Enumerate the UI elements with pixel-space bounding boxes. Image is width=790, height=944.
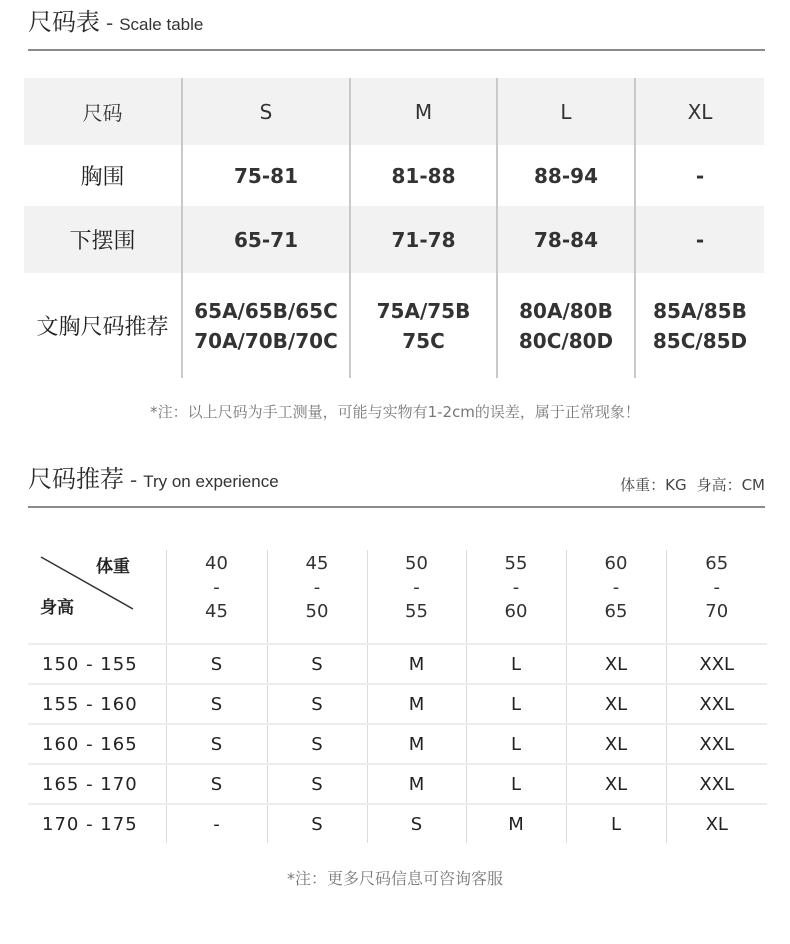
size-cell: S xyxy=(267,724,367,764)
weight-sep: - xyxy=(713,577,720,598)
size-cell: S xyxy=(267,684,367,724)
scale-cell: 78-84 xyxy=(497,206,635,273)
recommend-title-zh: 尺码推荐 xyxy=(28,465,124,493)
weight-range-cell xyxy=(267,550,367,644)
recommend-note: *注：更多尺码信息可咨询客服 xyxy=(286,869,503,888)
table-row xyxy=(28,724,767,764)
weight-from: 45 xyxy=(305,553,329,574)
size-cell: XL xyxy=(566,684,666,724)
size-cell: S xyxy=(166,764,267,804)
scale-header-row xyxy=(24,78,764,145)
scale-cell: 71-78 xyxy=(350,206,497,273)
scale-header-cell: S xyxy=(182,78,350,145)
scale-cell xyxy=(635,273,764,378)
scale-cell xyxy=(182,273,350,378)
weight-from: 50 xyxy=(405,553,428,574)
size-cell: XXL xyxy=(666,724,767,764)
scale-table xyxy=(24,78,764,378)
size-cell: M xyxy=(367,644,466,684)
weight-sep: - xyxy=(612,577,620,598)
size-cell: S xyxy=(267,644,367,684)
scale-cell: - xyxy=(635,145,764,206)
weight-sep: - xyxy=(512,577,520,598)
weight-sep: - xyxy=(413,577,420,598)
scale-title-divider xyxy=(28,49,765,51)
size-cell: XL xyxy=(566,764,666,804)
height-range-label: 155 - 160 xyxy=(28,684,166,724)
size-cell: S xyxy=(367,804,466,843)
weight-to: 65 xyxy=(604,601,628,622)
weight-to: 70 xyxy=(705,601,729,622)
size-cell: M xyxy=(367,724,466,764)
corner-cell xyxy=(28,550,166,644)
size-cell: XXL xyxy=(666,764,767,804)
size-cell: M xyxy=(367,764,466,804)
size-cell: S xyxy=(166,684,267,724)
size-cell: L xyxy=(466,644,566,684)
unit-height: 身高：CM xyxy=(696,476,765,494)
size-cell: XL xyxy=(566,644,666,684)
table-row xyxy=(28,644,767,684)
scale-cell: 75-81 xyxy=(182,145,350,206)
scale-cell-line: 75A/75B xyxy=(376,298,471,323)
recommend-title-en: Try on experience xyxy=(143,472,279,491)
scale-row-chest xyxy=(24,145,764,206)
scale-cell: 88-94 xyxy=(497,145,635,206)
size-cell: XL xyxy=(566,724,666,764)
size-cell: S xyxy=(166,724,267,764)
size-cell: L xyxy=(466,764,566,804)
scale-cell-line: 75C xyxy=(402,328,445,353)
size-cell: XXL xyxy=(666,684,767,724)
scale-cell-line: 80C/80D xyxy=(518,328,614,353)
scale-header-cell: 尺码 xyxy=(24,78,182,145)
weight-to: 50 xyxy=(305,601,329,622)
scale-header-cell: XL xyxy=(635,78,764,145)
weight-to: 55 xyxy=(405,601,428,622)
unit-legend xyxy=(610,474,765,495)
scale-cell-line: 70A/70B/70C xyxy=(194,328,338,353)
scale-cell-line: 65A/65B/65C xyxy=(194,298,338,323)
size-cell: L xyxy=(566,804,666,843)
scale-title-zh: 尺码表 xyxy=(28,8,100,36)
scale-note: *注：以上尺码为手工测量，可能与实物有1-2cm的误差，属于正常现象！ xyxy=(150,403,640,421)
scale-cell xyxy=(350,273,497,378)
weight-to: 45 xyxy=(205,601,228,622)
height-range-label: 165 - 170 xyxy=(28,764,166,804)
scale-row-bra xyxy=(24,273,764,378)
height-range-label: 150 - 155 xyxy=(28,644,166,684)
weight-header-row xyxy=(28,550,767,644)
recommend-title: 尺码推荐 - Try on experience xyxy=(28,465,279,493)
size-cell: XXL xyxy=(666,644,767,684)
weight-sep: - xyxy=(313,577,321,598)
weight-range-cell xyxy=(666,550,767,644)
scale-cell-line: 85C/85D xyxy=(652,328,748,353)
scale-table-title: 尺码表 - Scale table xyxy=(28,8,204,36)
size-cell: M xyxy=(367,684,466,724)
unit-weight: 体重：KG xyxy=(620,476,687,494)
table-row xyxy=(28,684,767,724)
weight-range-cell xyxy=(166,550,267,644)
corner-weight-label: 体重 xyxy=(96,557,130,577)
height-range-label: 170 - 175 xyxy=(42,813,138,835)
weight-from: 55 xyxy=(504,553,528,574)
weight-range-cell xyxy=(367,550,466,644)
scale-row-hem xyxy=(24,206,764,273)
size-cell: L xyxy=(466,684,566,724)
scale-row-label: 文胸尺码推荐 xyxy=(36,315,169,340)
scale-cell: 81-88 xyxy=(350,145,497,206)
recommend-table xyxy=(28,550,767,843)
size-cell: S xyxy=(267,764,367,804)
weight-from: 40 xyxy=(205,553,228,574)
recommend-title-divider xyxy=(28,506,765,508)
scale-cell xyxy=(497,273,635,378)
scale-cell-line: 80A/80B xyxy=(519,298,613,323)
weight-to: 60 xyxy=(504,601,528,622)
weight-range-cell xyxy=(466,550,566,644)
scale-row-label: 下摆围 xyxy=(24,206,182,273)
size-cell: XL xyxy=(666,804,767,843)
table-row xyxy=(28,804,767,843)
scale-cell: - xyxy=(635,206,764,273)
size-cell: M xyxy=(466,804,566,843)
scale-header-cell: L xyxy=(497,78,635,145)
corner-height-label: 身高 xyxy=(40,598,74,618)
size-cell: - xyxy=(166,804,267,843)
weight-range-cell xyxy=(566,550,666,644)
scale-header-cell: M xyxy=(350,78,497,145)
scale-cell: 65-71 xyxy=(182,206,350,273)
weight-sep: - xyxy=(213,577,220,598)
scale-cell-line: 85A/85B xyxy=(653,298,747,323)
scale-title-en: Scale table xyxy=(119,15,204,34)
size-cell: L xyxy=(466,724,566,764)
height-range-label: 160 - 165 xyxy=(28,724,166,764)
scale-row-label: 胸围 xyxy=(80,165,125,190)
size-cell: S xyxy=(166,644,267,684)
size-cell: S xyxy=(267,804,367,843)
weight-from: 60 xyxy=(604,553,628,574)
weight-from: 65 xyxy=(705,553,729,574)
table-row xyxy=(28,764,767,804)
